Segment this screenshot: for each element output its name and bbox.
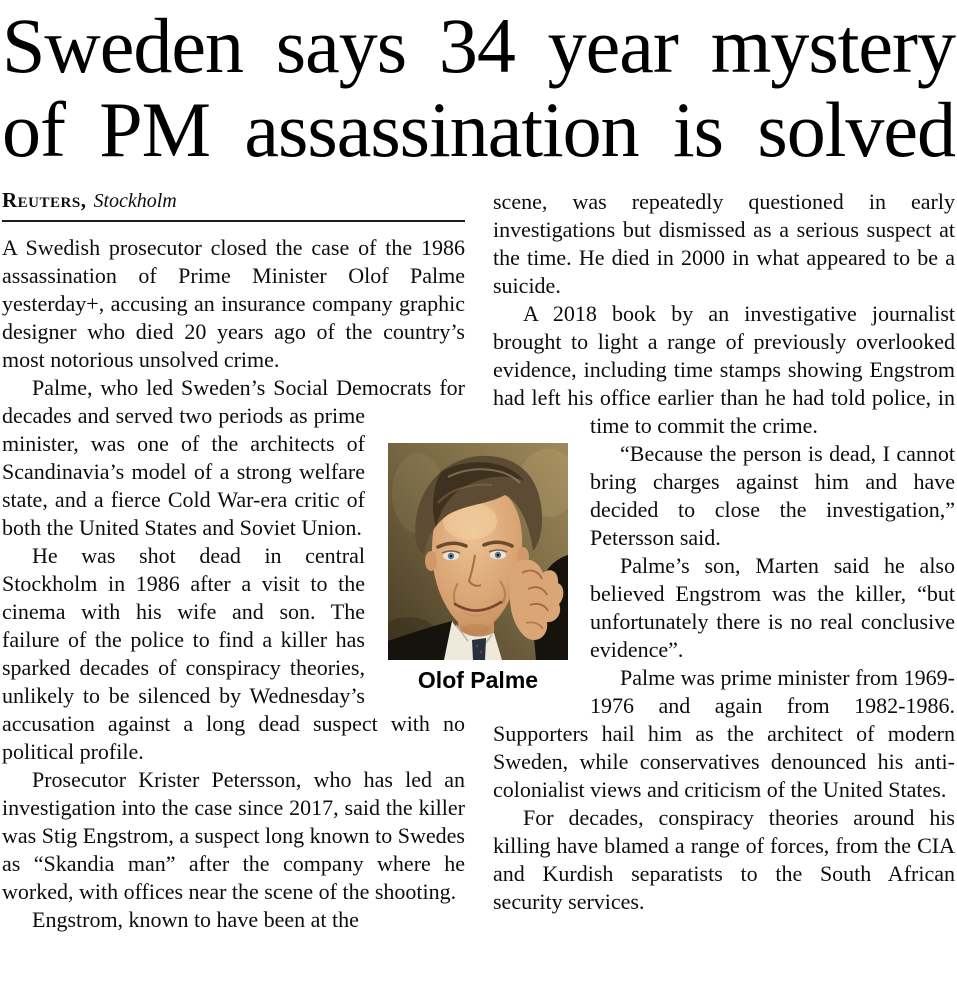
portrait-illustration bbox=[388, 443, 568, 660]
paragraph: Palme’s son, Marten said he also believed Engstrom was the killer, “but unfortunately there is no real conclusive evidence”. bbox=[590, 553, 955, 662]
paragraph: He was shot dead in central Stockholm in 1986 after a visit to the cinema with his wife and son. The failure of the police to find a killer has sparked decades of conspiracy theories, unlikely to be silenced by Wednesday’s accusation against a long dead suspect with no political profile. bbox=[2, 543, 465, 764]
byline-agency: Reuters, bbox=[2, 188, 87, 212]
byline bbox=[2, 188, 465, 213]
headline-line-2: of PM assassination is solved bbox=[2, 86, 955, 173]
paragraph: Prosecutor Krister Petersson, who has led an investigation into the case since 2017, said the killer was Stig Engstrom, a suspect long known to Swedes as “Skandia man” after the company where he worked, with offices near the scene of the shooting. bbox=[2, 767, 465, 904]
byline-location: Stockholm bbox=[93, 190, 177, 212]
paragraph: Palme, who led Sweden’s Social Democrats for decades and served two periods as prime minister, was one of the architects of Scandinavia’s model of a strong welfare state, and a fierce Cold War-era critic of both the United States and Soviet Union. bbox=[2, 374, 465, 542]
paragraph: For decades, conspiracy theories around his killing have blamed a range of forces, from the CIA and Kurdish separatists to the South African security services. bbox=[493, 805, 955, 914]
photo-caption: Olof Palme bbox=[417, 667, 539, 693]
paragraph-lead: A Swedish prosecutor closed the case of the 1986 assassination of Prime Minister Olof Palme yesterday+, accusing an insurance company graphic designer who died 20 years ago of the country’s most notorious unsolved crime. bbox=[2, 235, 465, 372]
paragraph: Engstrom, known to have been at the bbox=[32, 907, 359, 932]
headline-line-1: Sweden says 34 year mystery bbox=[2, 2, 955, 89]
paragraph: A 2018 book by an investigative journalist brought to light a range of previously overlooked evidence, including time stamps showing Engstrom had left his office earlier than he had told police, in time to commit the crime. bbox=[493, 300, 955, 440]
paragraph: Palme was prime minister from 1969-1976 and again from 1982-1986. Supporters hail him as the architect of modern Sweden, while conservatives denounced his anti-colonialist views and criticism of the United States. bbox=[493, 665, 955, 802]
headline bbox=[2, 4, 955, 172]
paragraph-continuation: scene, was repeatedly questioned in early investigations but dismissed as a serious suspect at the time. He died in 2000 in what appeared to be a suicide. bbox=[493, 189, 955, 298]
paragraph: “Because the person is dead, I cannot bring charges against him and have decided to close the investigation,” Petersson said. bbox=[590, 441, 955, 550]
byline-divider bbox=[2, 220, 465, 222]
olof-palme-photo bbox=[388, 443, 568, 694]
